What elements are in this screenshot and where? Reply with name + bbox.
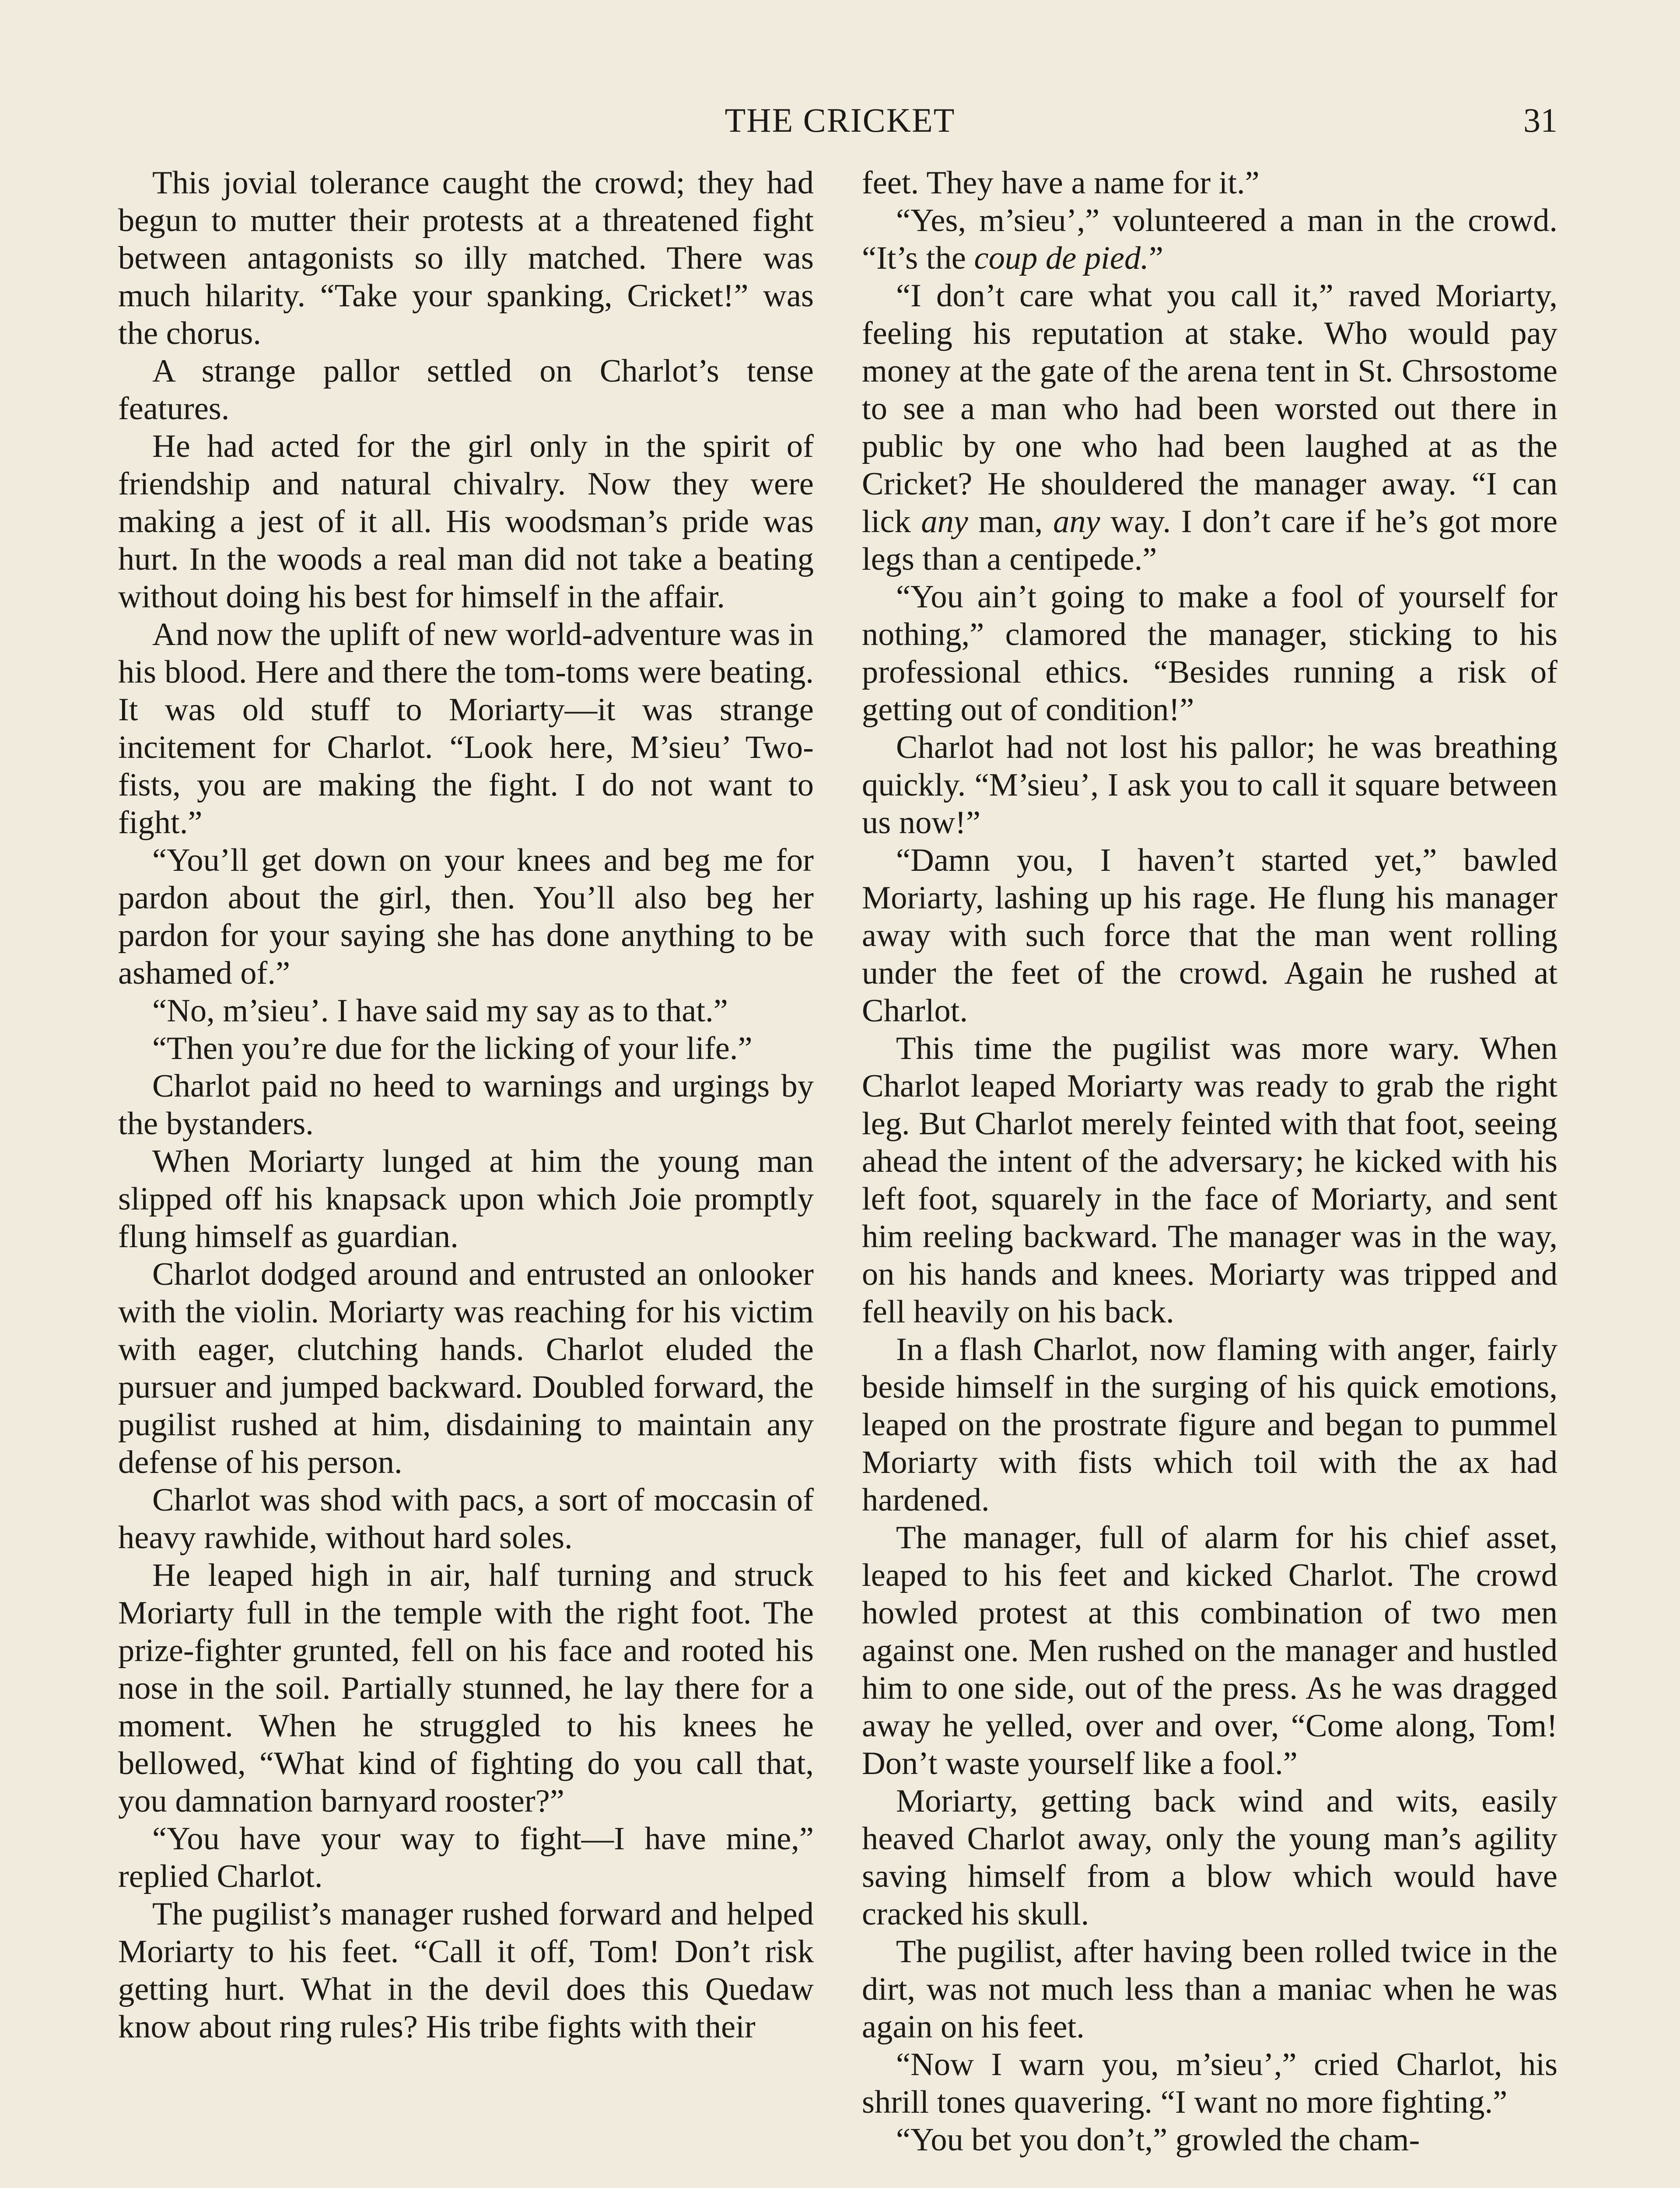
paragraph: “Now I warn you, m’sieu’,” cried Charlot, his shrill tones quavering. “I want no more fighting.”	[862, 2047, 1558, 2120]
paragraph: “You bet you don’t,” growled the cham-	[896, 2122, 1420, 2158]
paragraph: Charlot dodged around and entrusted an onlooker with the violin. Moriarty was reaching for his victim with eager, clutching hands. Charlot eluded the pursuer and jumped backward. Doubled forward, the pugilist rushed at him, disdaining to maintain any defense of his person.	[118, 1256, 814, 1480]
paragraph: “I don’t care what you call it,” raved Moriarty, feeling his reputation at stake. Who would pay money at the gate of the arena tent in St. Chrsostome to see a man who had been worsted out there in public by one who had been laughed at as the Cricket? He shouldered the manager away. “I can lick any man, any way. I don’t care if he’s got more legs than a centipede.”	[862, 278, 1558, 577]
page-header	[0, 98, 1680, 147]
paragraph: feet. They have a name for it.”	[862, 165, 1260, 201]
paragraph: “You’ll get down on your knees and beg me for pardon about the girl, then. You’ll also beg her pardon for your saying she has done anything to be ashamed of.”	[118, 842, 814, 991]
paragraph: Moriarty, getting back wind and wits, easily heaved Charlot away, only the young man’s agility saving himself from a blow which would have cracked his skull.	[862, 1783, 1558, 1932]
paragraph: The manager, full of alarm for his chief asset, leaped to his feet and kicked Charlot. The crowd howled protest at this combination of two men against one. Men rushed on the manager and hustled him to one side, out of the press. As he was dragged away he yelled, over and over, “Come along, Tom! Don’t waste yourself like a fool.”	[862, 1520, 1558, 1781]
paragraph: “Yes, m’sieu’,” volunteered a man in the crowd. “It’s the coup de pied.”	[862, 203, 1558, 276]
paragraph: “Damn you, I haven’t started yet,” bawled Moriarty, lashing up his rage. He flung his manager away with such force that the man went rolling under the feet of the crowd. Again he rushed at Charlot.	[862, 842, 1558, 1029]
paragraph: Charlot was shod with pacs, a sort of moccasin of heavy rawhide, without hard soles.	[118, 1482, 814, 1556]
paragraph: “You ain’t going to make a fool of yourself for nothing,” clamored the manager, sticking to his professional ethics. “Besides running a risk of getting out of condition!”	[862, 579, 1558, 728]
paragraph: He leaped high in air, half turning and struck Moriarty full in the temple with the right foot. The prize-fighter grunted, fell on his face and rooted his nose in the soil. Partially stunned, he lay there for a moment. When he struggled to his knees he bellowed, “What kind of fighting do you call that, you damnation barnyard rooster?”	[118, 1557, 814, 1819]
paragraph: “Then you’re due for the licking of your life.”	[152, 1031, 752, 1066]
paragraph: He had acted for the girl only in the spirit of friendship and natural chivalry. Now they were making a jest of it all. His woodsman’s pride was hurt. In the woods a real man did not take a beating without doing his best for himself in the affair.	[118, 428, 814, 615]
right-column	[862, 164, 1558, 2159]
running-title: THE CRICKET	[724, 101, 956, 139]
paragraph: A strange pallor settled on Charlot’s tense features.	[118, 353, 814, 427]
paragraph: Charlot had not lost his pallor; he was breathing quickly. “M’sieu’, I ask you to call it square between us now!”	[862, 729, 1558, 841]
paragraph: When Moriarty lunged at him the young man slipped off his knapsack upon which Joie promptly flung himself as guardian.	[118, 1143, 814, 1255]
paragraph: Charlot paid no heed to warnings and urgings by the bystanders.	[118, 1068, 814, 1142]
paragraph: This time the pugilist was more wary. When Charlot leaped Moriarty was ready to grab the right leg. But Charlot merely feinted with that foot, seeing ahead the intent of the adversary; he kicked with his left foot, squarely in the face of Moriarty, and sent him reeling backward. The manager was in the way, on his hands and knees. Moriarty was tripped and fell heavily on his back.	[862, 1031, 1558, 1330]
paragraph: The pugilist, after having been rolled twice in the dirt, was not much less than a maniac when he was again on his feet.	[862, 1934, 1558, 2045]
left-column	[118, 164, 814, 2046]
page-number: 31	[1523, 101, 1558, 139]
paragraph: And now the uplift of new world-adventure was in his blood. Here and there the tom-toms were beating. It was old stuff to Moriarty—it was strange incitement for Charlot. “Look here, M’sieu’ Two-fists, you are making the fight. I do not want to fight.”	[118, 617, 814, 841]
paragraph: The pugilist’s manager rushed forward and helped Moriarty to his feet. “Call it off, Tom! Don’t risk getting hurt. What in the devil does this Quedaw know about ring rules? His tribe fights with their	[118, 1896, 814, 2045]
paragraph: In a flash Charlot, now flaming with anger, fairly beside himself in the surging of his quick emotions, leaped on the prostrate figure and began to pummel Moriarty with fists which toil with the ax had hardened.	[862, 1332, 1558, 1518]
paragraph: This jovial tolerance caught the crowd; they had begun to mutter their protests at a threatened fight between antagonists so illy matched. There was much hilarity. “Take your spanking, Cricket!” was the chorus.	[118, 165, 814, 351]
paragraph: “No, m’sieu’. I have said my say as to that.”	[152, 993, 728, 1029]
paragraph: “You have your way to fight—I have mine,” replied Charlot.	[118, 1821, 814, 1894]
